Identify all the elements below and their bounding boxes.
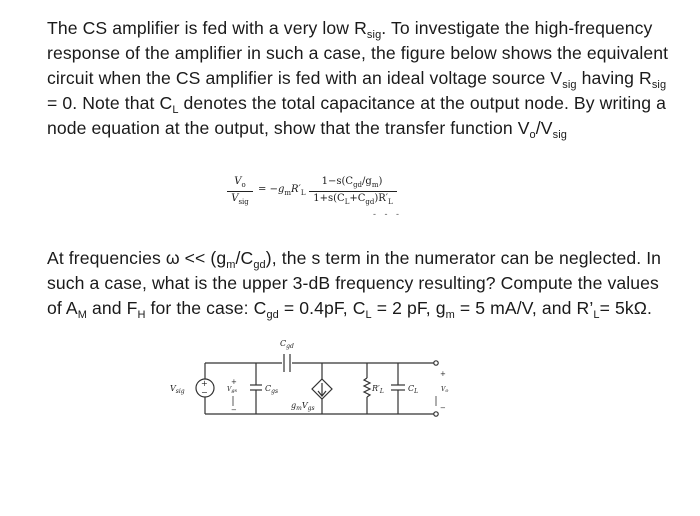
subscript: sig [366,29,382,41]
formula-rhs-denominator: $1+s(C_L+C_{gd})R'_L$ [313,193,393,206]
vsig-plus-sign: + [201,379,208,388]
text-span: having R [576,68,652,88]
text-span: /V [535,118,553,138]
formula-rhs-numerator: $1-s(C_{gd}/g_m)$ [321,176,383,189]
vsig-label: $V_{sig}$ [170,384,185,395]
formula-lhs-numerator: $V_o$ [234,176,246,189]
output-terminal-bottom [434,412,438,416]
formula-lhs-denominator: $V_{sig}$ [231,193,249,206]
problem-paragraph-2: At frequencies $\omega << (g_m/C_{gd})$, the s term in the numerator can be neglected. In such a case, what is the upper 3-dB frequency resulting? Compute the values of $A_M$ and $F_H$ for the case: $C_{gd} = 0.4pF$, $C_L = 2$ pF, $g_m = 5$ mA/V, and $R’_L= 5k\Omega$. [47,248,662,321]
subscript: sig [651,79,667,91]
subscript: sig [562,79,577,91]
output-terminal-top [434,361,438,365]
cgs-label: $C_{gs}$ [265,384,279,395]
text-span: = 0. Note that C [47,93,173,113]
gm-vgs-label: $g_mV_{gs}$ [291,401,315,412]
vgs-minus-sign: − [231,406,237,414]
formula-trailing-dots: - - - [373,209,402,219]
text-span: denotes the total capacitance at the output node. By writing a node equation at the output, show that the transfer function V [47,93,667,138]
rl-zigzag [364,378,370,397]
text-span: . To investigate the high-frequency response of the amplifier in such a case, the figure below shows the equivalent circuit when the CS amplifier is fed with an ideal voltage source V [47,18,669,88]
cgd-label: $C_{gd}$ [280,339,294,350]
vgs-label: Vgs [227,386,238,394]
vo-label: Vo [441,386,449,394]
formula-gain: = $-g_mR'_L$ [258,184,306,197]
vo-plus-sign: + [440,370,446,378]
vgs-plus-sign: + [231,378,237,386]
subscript: L [172,104,179,116]
vsig-minus-sign: − [201,388,208,397]
subscript: sig [552,129,567,141]
text-span: The CS amplifier is fed with a very low R [47,18,367,38]
subscript: o [529,129,536,141]
vo-minus-sign: − [440,404,446,412]
rl-label: $R'_L$ [372,384,384,395]
cl-label: $C_L$ [408,384,419,395]
